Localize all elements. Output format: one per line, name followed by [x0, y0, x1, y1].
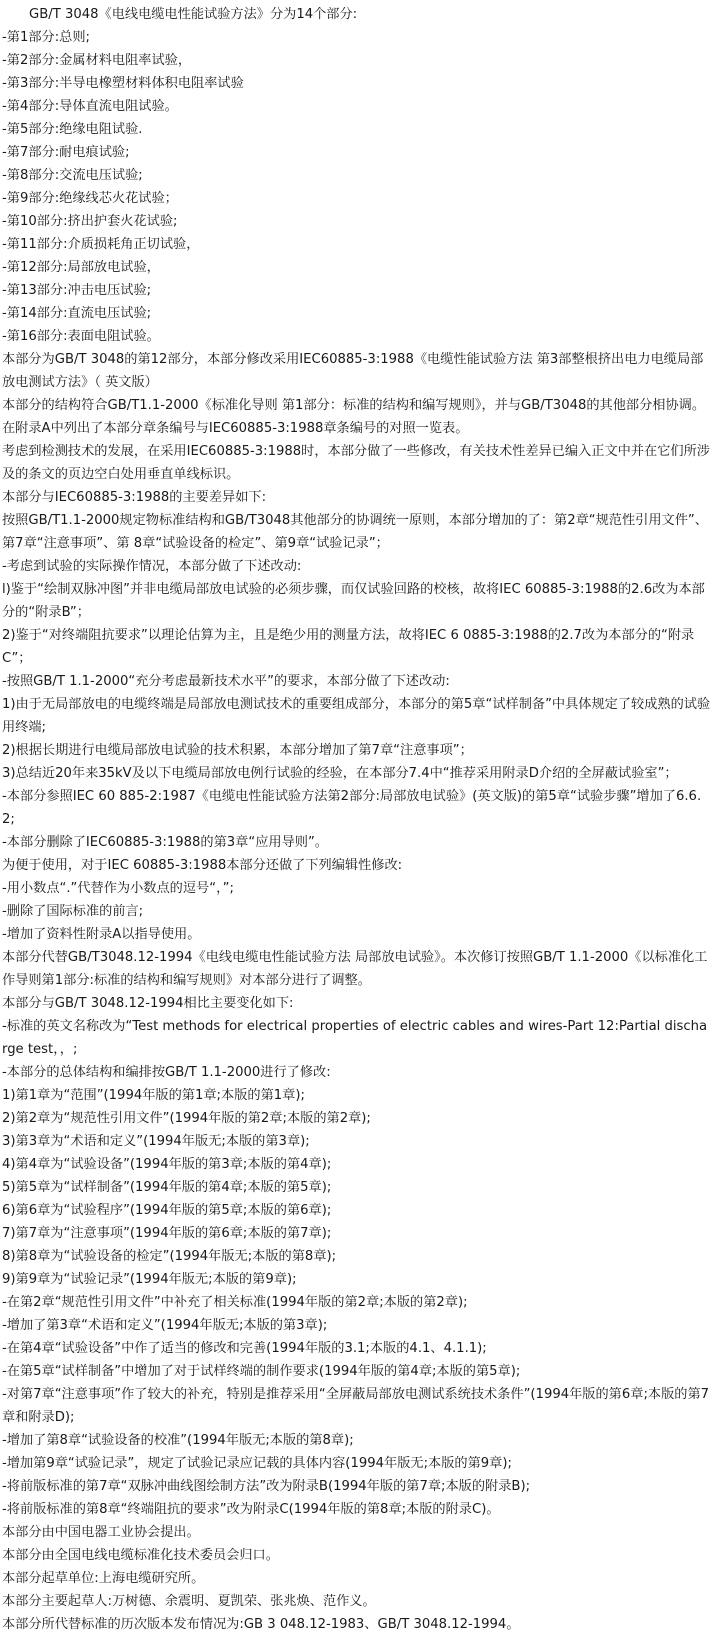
change-list-item: 6)第6章为“试验程序”(1994年版的第5章;本版的第6章); [2, 1203, 332, 1218]
body-paragraph: -对第7章“注意事项”作了较大的补充，特别是推荐采用“全屏蔽局部放电测试系统技术条件”(1994年版的第6章;本版的第7章和附录D); [2, 1387, 710, 1425]
body-paragraph: -将前版标准的第7章“双脉冲曲线图绘制方法”改为附录B(1994年版的第7章;本版的附录B); [2, 1479, 531, 1494]
body-paragraph: 本部分的结构符合GB/T1.1-2000《标准化导则 第1部分：标准的结构和编写规则》，并与GB/T3048的其他部分相协调。在附录A中列出了本部分章条编号与IEC60885-3:1988章条编号的对照一览表。 [2, 398, 706, 436]
change-list-item: 1)第1章为“范围”(1994年版的第1章;本版的第1章); [2, 1088, 305, 1103]
change-list-item: 5)第5章为“试样制备”(1994年版的第4章;本版的第5章); [2, 1180, 332, 1195]
change-list-item: 4)第4章为“试验设备”(1994年版的第3章;本版的第4章); [2, 1157, 332, 1172]
body-paragraph: 3)总结近20年来35kV及以下电缆局部放电例行试验的经验，在本部分7.4中“推荐采用附录D介绍的全屏蔽试验室”； [2, 766, 678, 781]
body-paragraph: 本部分代替GB/T3048.12-1994《电线电缆电性能试验方法 局部放电试验》。本次修订按照GB/T 1.1-2000《以标准化工作导则第1部分:标准的结构和编写规则》对本部分进行了调整。 [2, 950, 708, 988]
body-paragraph: -用小数点“.”代替作为小数点的逗号“，”; [2, 881, 234, 896]
body-paragraph: -删除了国际标准的前言; [2, 904, 144, 919]
body-paragraph: 2)鉴于“对终端阻抗要求”以理论估算为主，且是绝少用的测量方法，故将IEC 6 0885-3:1988的2.7改为本部分的“附录C”； [2, 628, 695, 666]
body-paragraph: -标准的英文名称改为“Test methods for electrical properties of electric cables and wires-Part 12:Partial discharge test，，; [2, 1019, 708, 1057]
change-list-item: 8)第8章为“试验设备的检定”(1994年版无;本版的第8章); [2, 1249, 337, 1264]
proposer-paragraph: 本部分由中国电器工业协会提出。 [2, 1525, 200, 1540]
change-list-item: 9)第9章为“试验记录”(1994年版无;本版的第9章); [2, 1272, 297, 1287]
part-list-item: -第12部分:局部放电试验， [2, 260, 160, 275]
drafters-paragraph: 本部分主要起草人:万树德、余震明、夏凯荣、张兆焕、范作义。 [2, 1594, 376, 1609]
body-paragraph: -在第4章“试验设备”中作了适当的修改和完善(1994年版的3.1;本版的4.1、4.1.1); [2, 1341, 487, 1356]
part-list-item: -第16部分:表面电阻试验。 [2, 329, 160, 344]
part-list-item: -第8部分:交流电压试验; [2, 168, 143, 183]
part-list-item: -第1部分:总则; [2, 30, 90, 45]
body-paragraph: 为便于使用，对于IEC 60885-3:1988本部分还做了下列编辑性修改: [2, 858, 403, 873]
body-paragraph: 本部分与IEC60885-3:1988的主要差异如下: [2, 490, 267, 505]
body-paragraph: -考虑到试验的实际操作情况，本部分做了下述改动: [2, 559, 302, 574]
part-list-item: -第14部分:直流电压试验; [2, 306, 152, 321]
body-paragraph: -本部分参照IEC 60 885-2:1987《电缆电性能试验方法第2部分:局部放电试验》(英文版)的第5章“试验步骤”增加了6.6.2; [2, 789, 702, 827]
part-list-item: -第4部分:导体直流电阻试验。 [2, 99, 178, 114]
doc-intro-paragraph: GB/T 3048《电线电缆电性能试验方法》分为14个部分: [29, 7, 358, 22]
body-paragraph: -本部分的总体结构和编排按GB/T 1.1-2000进行了修改: [2, 1065, 331, 1080]
body-paragraph: -增加了第8章“试验设备的校准”(1994年版无;本版的第8章); [2, 1433, 354, 1448]
body-paragraph: 1)由于无局部放电的电缆终端是局部放电测试技术的重要组成部分，本部分的第5章“试样制备”中具体规定了较成熟的试验用终端; [2, 697, 711, 735]
change-list-item: 7)第7章为“注意事项”(1994年版的第6章;本版的第7章); [2, 1226, 332, 1241]
part-list-item: -第10部分:挤出护套火花试验; [2, 214, 178, 229]
body-paragraph: -按照GB/T 1.1-2000“充分考虑最新技术水平”的要求，本部分做了下述改动: [2, 674, 450, 689]
part-list-item: -第13部分:冲击电压试验; [2, 283, 152, 298]
part-list-item: -第11部分:介质损耗角正切试验， [2, 237, 200, 252]
body-paragraph: -增加了资料性附录A以指导使用。 [2, 927, 201, 942]
administrator-paragraph: 本部分由全国电线电缆标准化技术委员会归口。 [2, 1548, 279, 1563]
edition-history-paragraph: 本部分所代替标准的历次版本发布情况为:GB 3 048.12-1983、GB/T 3048.12-1994。 [2, 1617, 520, 1632]
body-paragraph: 本部分与GB/T 3048.12-1994相比主要变化如下: [2, 996, 294, 1011]
body-paragraph: 2)根据长期进行电缆局部放电试验的技术积累，本部分增加了第7章“注意事项”； [2, 743, 473, 758]
change-list-item: 2)第2章为“规范性引用文件”(1994年版的第2章;本版的第2章); [2, 1111, 371, 1126]
part-list-item: -第3部分:半导电橡塑材料体积电阻率试验 [2, 76, 244, 91]
body-paragraph: -在第5章“试样制备”中增加了对于试样终端的制作要求(1994年版的第4章;本版的第5章); [2, 1364, 521, 1379]
drafting-unit-paragraph: 本部分起草单位:上海电缆研究所。 [2, 1571, 205, 1586]
body-paragraph: 考虑到检测技术的发展，在采用IEC60885-3:1988时，本部分做了一些修改，有关技术性差异已编入正文中并在它们所涉及的条文的页边空白处用垂直单线标识。 [2, 444, 710, 482]
body-paragraph: 本部分为GB/T 3048的第12部分，本部分修改采用IEC60885-3:1988《电缆性能试验方法 第3部整根挤出电力电缆局部放电测试方法》（ 英文版） [2, 352, 704, 390]
body-paragraph: -在第2章“规范性引用文件”中补充了相关标准(1994年版的第2章;本版的第2章); [2, 1295, 468, 1310]
body-paragraph: -增加了第3章“术语和定义”(1994年版无;本版的第3章); [2, 1318, 328, 1333]
body-paragraph: -增加第9章“试验记录”，规定了试验记录应记载的具体内容(1994年版无;本版的第9章); [2, 1456, 512, 1471]
part-list-item: -第2部分:金属材料电阻率试验， [2, 53, 192, 68]
change-list-item: 3)第3章为“术语和定义”(1994年版无;本版的第3章); [2, 1134, 310, 1149]
body-paragraph: -将前版标准的第8章“终端阻抗的要求”改为附录C(1994年版的第8章;本版的附录C)。 [2, 1502, 500, 1517]
part-list-item: -第5部分:绝缘电阻试验. [2, 122, 143, 137]
body-paragraph: -本部分删除了IEC60885-3:1988的第3章“应用导则”。 [2, 835, 328, 850]
body-paragraph: 按照GB/T1.1-2000规定物标准结构和GB/T3048其他部分的协调统一原则，本部分增加的了：第2章“规范性引用文件”、第7章“注意事项”、第 8章“试验设备的检定”、第9章“试验记录”； [2, 513, 708, 551]
part-list-item: -第7部分:耐电痕试验; [2, 145, 130, 160]
body-paragraph: l)鉴于“绘制双脉冲图”并非电缆局部放电试验的必须步骤，而仅试验回路的校核，故将IEC 60885-3:1988的2.6改为本部分的“附录B”； [2, 582, 705, 620]
part-list-item: -第9部分:绝缘线芯火花试验； [2, 191, 178, 206]
